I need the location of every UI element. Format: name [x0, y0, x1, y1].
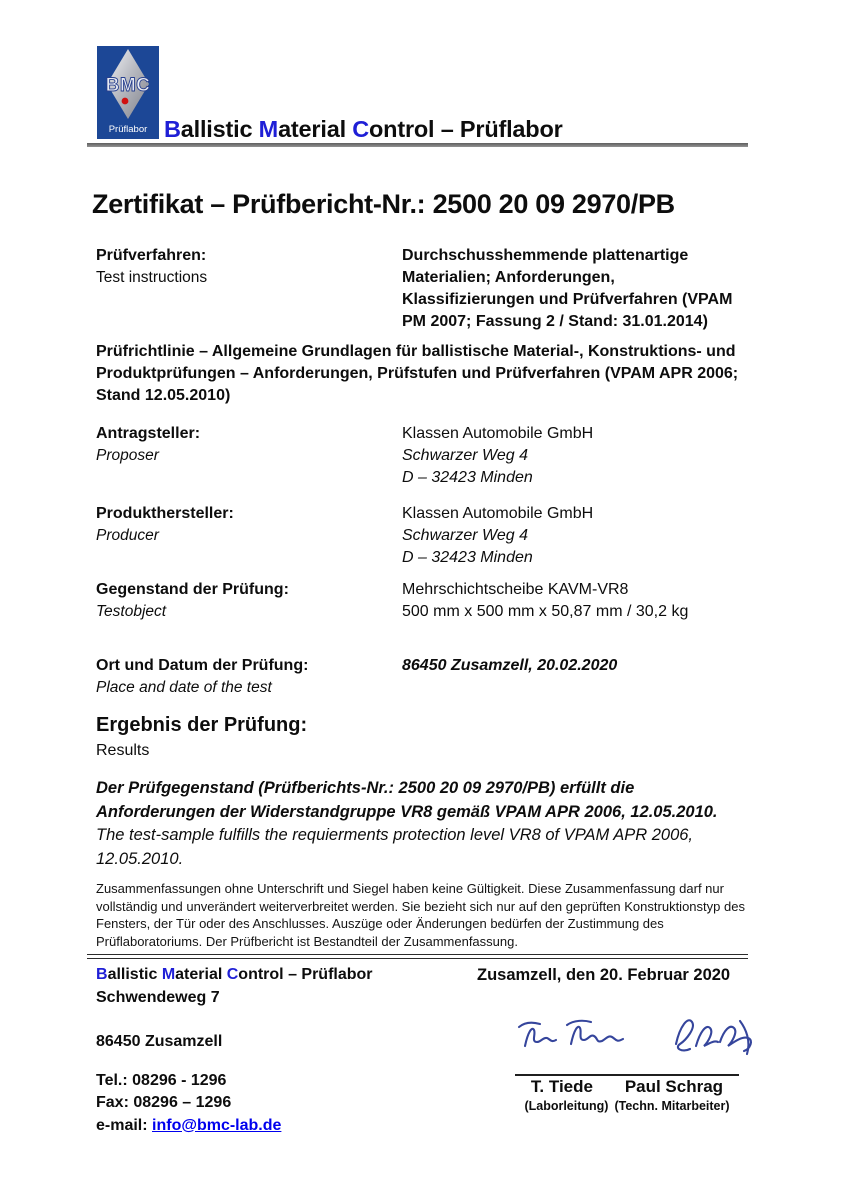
results-subheading: Results [96, 742, 150, 759]
footer-city: 86450 Zusamzell [96, 1033, 223, 1050]
logo-acronym: BMC [105, 75, 151, 96]
gegenstand-sublabel: Testobject [96, 603, 167, 620]
brand-letter-c: C [352, 115, 370, 142]
pruefrichtlinie-paragraph: Prüfrichtlinie – Allgemeine Grundlagen für ballistische Material-, Konstruktions- und Produktprüfungen – Anforderungen, Prüfstufen und Prüfverfahren (VPAM APR 2006; Stand 12.05.2010) [96, 343, 739, 404]
produkthersteller-label: Produkthersteller: [96, 505, 234, 522]
field-gegenstand [96, 579, 748, 623]
antragsteller-sublabel: Proposer [96, 447, 159, 464]
footer-place-date: Zusamzell, den 20. Februar 2020 [477, 966, 731, 984]
logo-sublabel: Prüflabor [108, 124, 148, 135]
header-divider [87, 143, 748, 147]
footer-divider [87, 954, 748, 959]
brand-text: allistic [180, 115, 259, 142]
brand-letter-b: B [96, 966, 108, 983]
certificate-title: Zertifikat – Prüfbericht-Nr.: 2500 20 09 2970/PB [92, 189, 675, 219]
brand-text: ontrol – Prüflabor [369, 115, 563, 142]
produkthersteller-name: Klassen Automobile GmbH [402, 505, 594, 522]
signer-roles [507, 1098, 747, 1115]
signer-names [515, 1076, 739, 1098]
brand-letter-m: M [258, 115, 279, 142]
signer-name: T. Tiede [530, 1077, 593, 1096]
gegenstand-label: Gegenstand der Prüfung: [96, 581, 289, 598]
brand-letter-m: M [161, 966, 176, 983]
footer-signature-block [477, 964, 844, 1137]
field-label-column [96, 579, 402, 623]
email-link[interactable]: info@bmc-lab.de [152, 1116, 282, 1134]
brand-text: allistic [107, 966, 162, 983]
header [97, 46, 748, 142]
footer-email-label: e-mail: [96, 1116, 153, 1134]
ort-datum-value: 86450 Zusamzell, 20.02.2020 [402, 657, 618, 674]
field-pruefverfahren [96, 245, 748, 333]
ort-datum-sublabel: Place and date of the test [96, 679, 272, 696]
gegenstand-name: Mehrschichtscheibe KAVM-VR8 [402, 581, 629, 598]
brand-text: ontrol – Prüflabor [238, 966, 373, 983]
tiede-handwritten-signature-icon [513, 1012, 638, 1060]
field-produkthersteller [96, 503, 748, 569]
signer-name: Paul Schrag [624, 1077, 724, 1096]
antragsteller-value [402, 423, 748, 489]
pruefverfahren-sublabel: Test instructions [96, 269, 208, 286]
brand-text: aterial [278, 115, 353, 142]
antragsteller-street: Schwarzer Weg 4 [402, 447, 528, 464]
signatures-row [513, 1002, 844, 1060]
produkthersteller-city: D – 32423 Minden [402, 549, 533, 566]
footer-fax: Fax: 08296 – 1296 [96, 1094, 232, 1111]
signer-role: (Techn. Mitarbeiter) [614, 1099, 730, 1113]
brand-letter-c: C [226, 966, 239, 983]
brand-text: aterial [175, 966, 227, 983]
brand-letter-b: B [164, 115, 181, 142]
footer-tel: Tel.: 08296 - 1296 [96, 1071, 227, 1089]
field-label-column [96, 503, 402, 569]
ort-datum-label: Ort und Datum der Prüfung: [96, 657, 309, 674]
field-label-column [96, 423, 402, 489]
gegenstand-dims: 500 mm x 500 mm x 50,87 mm / 30,2 kg [402, 603, 689, 620]
pruefverfahren-value: Durchschusshemmende plattenartige Materialien; Anforderungen, Klassifizierungen und Prüfverfahren (VPAM PM 2007; Fassung 2 / Stand: 31.01.2014) [402, 247, 733, 330]
brand-title [164, 115, 563, 142]
results-heading: Ergebnis der Prüfung: [96, 714, 308, 736]
antragsteller-city: D – 32423 Minden [402, 469, 533, 486]
disclaimer-text: Zusammenfassungen ohne Unterschrift und Siegel haben keine Gültigkeit. Diese Zusammenfassung darf nur vollständig und unverändert weiterverbreitet werden. Sie bezieht sich nur auf den geprüften Konstruktionstyp des Fensters, der Tür oder des Anschlusses. Auszüge oder Änderungen bedürfen der Zustimmung des Prüflaboratoriums. Der Prüfbericht ist Bestandteil der Zusammenfassung. [96, 881, 745, 949]
field-label-column [96, 655, 402, 699]
red-dot-icon [122, 98, 129, 105]
pruefverfahren-label: Prüfverfahren: [96, 247, 207, 264]
produkthersteller-sublabel: Producer [96, 527, 159, 544]
antragsteller-name: Klassen Automobile GmbH [402, 425, 594, 442]
field-antragsteller [96, 423, 748, 489]
result-statement [96, 777, 748, 871]
footer-brand-line [96, 964, 477, 987]
bmc-logo [97, 46, 159, 139]
field-label-column [96, 245, 402, 333]
gegenstand-value [402, 579, 748, 623]
footer [96, 964, 844, 1137]
produkthersteller-value [402, 503, 748, 569]
footer-address-block [96, 964, 477, 1137]
schrag-handwritten-signature-icon [664, 1008, 762, 1060]
signer-role: (Laborleitung) [524, 1099, 609, 1113]
result-statement-en: The test-sample fulfills the requierments protection level VR8 of VPAM APR 2006, 12.05.2010. [96, 826, 694, 868]
result-statement-de: Der Prüfgegenstand (Prüfberichts-Nr.: 2500 20 09 2970/PB) erfüllt die Anforderungen der Widerstandgruppe VR8 gemäß VPAM APR 2006, 12.05.2010. [96, 779, 718, 821]
footer-email-line [96, 1115, 477, 1138]
antragsteller-label: Antragsteller: [96, 425, 201, 442]
produkthersteller-street: Schwarzer Weg 4 [402, 527, 528, 544]
footer-street: Schwendeweg 7 [96, 988, 220, 1006]
field-ort-datum [96, 655, 748, 699]
